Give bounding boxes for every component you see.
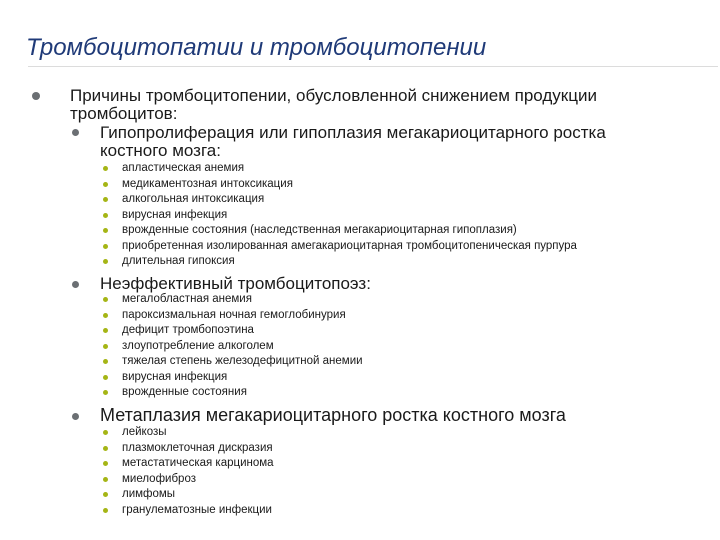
main-point-line-1: Причины тромбоцитопении, обусловленной снижением продукции <box>70 86 597 105</box>
title-divider <box>28 66 718 67</box>
sub-bullet-icon <box>103 508 108 513</box>
sub-bullet-icon <box>103 166 108 171</box>
list-item: вирусная инфекция <box>122 371 228 383</box>
sub-bullet-icon <box>103 228 108 233</box>
section-1-heading-line-1: Гипопролиферация или гипоплазия мегакариоцитарного ростка <box>100 123 606 142</box>
list-item: длительная гипоксия <box>122 255 235 267</box>
list-item: дефицит тромбопоэтина <box>122 324 254 336</box>
list-item: вирусная инфекция <box>122 209 228 221</box>
sub-bullet-icon <box>103 197 108 202</box>
list-item: медикаментозная интоксикация <box>122 178 293 190</box>
sub-bullet-icon <box>103 492 108 497</box>
list-item: апластическая анемия <box>122 162 245 174</box>
sub-bullet-icon <box>103 182 108 187</box>
list-item: плазмоклеточная дискразия <box>122 442 273 454</box>
sub-bullet-icon <box>103 244 108 249</box>
section-bullet-icon <box>72 281 79 288</box>
list-item: пароксизмальная ночная гемоглобинурия <box>122 309 346 321</box>
list-item: врожденные состояния <box>122 386 247 398</box>
sub-bullet-icon <box>103 297 108 302</box>
sub-bullet-icon <box>103 461 108 466</box>
sub-bullet-icon <box>103 430 108 435</box>
list-item: лейкозы <box>122 426 167 438</box>
sub-bullet-icon <box>103 344 108 349</box>
sub-bullet-icon <box>103 390 108 395</box>
section-3-heading: Метаплазия мегакариоцитарного ростка костного мозга <box>100 405 566 425</box>
list-item: злоупотребление алкоголем <box>122 340 274 352</box>
main-bullet-icon <box>32 92 40 100</box>
sub-bullet-icon <box>103 259 108 264</box>
main-point-line-2: тромбоцитов: <box>70 104 178 123</box>
sub-bullet-icon <box>103 446 108 451</box>
list-item: лимфомы <box>122 488 176 500</box>
list-item: врожденные состояния (наследственная мегакариоцитарная гипоплазия) <box>122 224 517 236</box>
sub-bullet-icon <box>103 328 108 333</box>
list-item: тяжелая степень железодефицитной анемии <box>122 355 363 367</box>
sub-bullet-icon <box>103 313 108 318</box>
sub-bullet-icon <box>103 375 108 380</box>
list-item: метастатическая карцинома <box>122 457 274 469</box>
slide-title: Тромбоцитопатии и тромбоцитопении <box>26 34 487 61</box>
list-item: гранулематозные инфекции <box>122 504 272 516</box>
sub-bullet-icon <box>103 359 108 364</box>
list-item: алкогольная интоксикация <box>122 193 265 205</box>
sub-bullet-icon <box>103 213 108 218</box>
section-2-heading: Неэффективный тромбоцитопоэз: <box>100 274 371 293</box>
list-item: мегалобластная анемия <box>122 293 252 305</box>
sub-bullet-icon <box>103 477 108 482</box>
section-bullet-icon <box>72 413 79 420</box>
list-item: миелофиброз <box>122 473 196 485</box>
section-bullet-icon <box>72 129 79 136</box>
list-item: приобретенная изолированная амегакариоцитарная тромбоцитопеническая пурпура <box>122 240 577 252</box>
section-1-heading-line-2: костного мозга: <box>100 141 221 160</box>
